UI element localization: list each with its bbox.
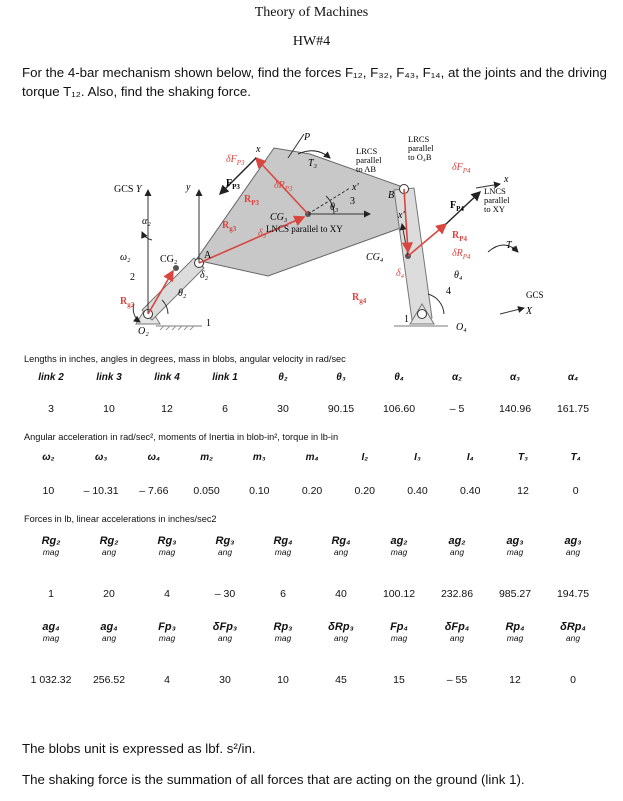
s4-value: 15 (393, 674, 405, 686)
s2-value: 10 (42, 485, 55, 497)
lncs-label: LNCS parallel to XY (266, 224, 343, 234)
fp4-label: $F_{P4}$ (450, 200, 464, 213)
link2-label: 2 (130, 272, 135, 283)
s3-value: 20 (103, 588, 115, 600)
s2-value: 0.050 (193, 485, 220, 497)
point-b-label: B (388, 190, 395, 201)
s2-header: m₃ (252, 452, 266, 463)
s3-value: 6 (280, 588, 286, 600)
s3-value: 4 (164, 588, 170, 600)
section2-note: Angular acceleration in rad/sec², moments of Inertia in blob-in², torque in lb-in (24, 432, 339, 442)
delta4-label: δ₄ (396, 268, 405, 279)
s1-value: 90.15 (327, 403, 355, 415)
t3-label: T₃ (308, 158, 318, 169)
s4-value: 0 (570, 674, 576, 686)
s2-header: T₄ (570, 452, 581, 463)
point-p-label: P (304, 132, 311, 143)
section1-note: Lengths in inches, angles in degrees, mass in blobs, angular velocity in rad/sec (24, 354, 346, 364)
alpha2-label: α₂ (142, 216, 151, 227)
s2-header: m₂ (200, 452, 213, 463)
s2-value: 12 (517, 485, 529, 497)
s4-header: Fp₃ mag (158, 621, 176, 643)
s1-header: α₃ (509, 372, 521, 383)
x-small-label: x (256, 144, 261, 155)
x-right-label: x (504, 174, 509, 185)
s2-header: ω₄ (147, 452, 161, 463)
s1-value: 6 (222, 403, 228, 415)
lrcs-ab-line3: to AB (356, 164, 377, 174)
x-axis-label: X (526, 306, 533, 317)
section3-note: Forces in lb, linear accelerations in inches/sec2 (24, 514, 217, 524)
xprime2-label: x' (398, 210, 405, 221)
s3-value: 100.12 (382, 588, 416, 600)
s3-header: Rg₃ ang (215, 535, 235, 557)
section1-table (22, 372, 602, 415)
o4-label: O₄ (456, 322, 467, 333)
gcs2-label: GCS (526, 290, 544, 300)
doc-title: Theory of Machines (254, 5, 369, 20)
lncs2-line3: to XY (484, 204, 506, 214)
s3-header: Rg₄ ang (331, 535, 351, 557)
cg3-label: CG₃ (270, 212, 288, 223)
s4-header: δFp₃ ang (212, 621, 238, 643)
section3-table (22, 536, 602, 600)
s2-value: 0 (572, 485, 579, 497)
s4-header: Fp₄ mag (390, 621, 408, 643)
s4-header: ag₄ mag (42, 621, 60, 643)
gcs-x-axis-right (500, 308, 524, 314)
drp3-label: $\delta R_{P3}$ (274, 180, 293, 193)
s1-value: 12 (161, 403, 173, 415)
s3-header: Rg₃ mag (157, 535, 177, 557)
dfp3-label: $\delta F_{P3}$ (226, 154, 245, 167)
s4-value: 256.52 (92, 674, 126, 686)
s2-header: m₄ (305, 452, 319, 463)
s1-header: link 3 (96, 372, 122, 383)
s1-header: link 4 (154, 372, 180, 383)
s3-value: 1 (48, 588, 54, 600)
s3-header: Rg₄ mag (273, 535, 293, 557)
delta2-label: δ₂ (200, 270, 209, 281)
rp3-label: $R_{P3}$ (244, 194, 260, 207)
s4-header: δFp₄ ang (444, 621, 470, 643)
s2-value: 0.20 (301, 485, 323, 497)
s4-header: δRp₄ ang (560, 621, 586, 643)
s1-value: 106.60 (382, 403, 416, 415)
o2-label: O₂ (138, 326, 149, 337)
rp4-label: $R_{P4}$ (452, 230, 468, 243)
theta2-label: θ₂ (178, 288, 187, 299)
s1-header: θ₃ (336, 372, 346, 383)
rg2-label: $R_{g2}$ (120, 296, 135, 309)
s1-value: 3 (48, 403, 54, 415)
s1-value: – 5 (449, 403, 465, 415)
s1-header: α₄ (567, 372, 579, 383)
cg4-label: CG₄ (366, 252, 384, 263)
link3-label: 3 (350, 196, 355, 207)
s1-header: link 2 (38, 372, 64, 383)
section3-header-row (22, 536, 602, 558)
lrcs-ab-line1: LRCS (356, 146, 378, 156)
section1-value-row (22, 403, 602, 415)
theta3-label: θ₃ (330, 202, 339, 213)
s3-value: 194.75 (556, 588, 590, 600)
lrcs-o4b-line1: LRCS (408, 134, 430, 144)
s2-value: 0.40 (407, 485, 428, 497)
problem-statement: For the 4-bar mechanism shown below, find the forces F₁₂, F₃₂, F₄₃, F₁₄, at the joints and the driving torque T₁₂. Also, find the shaking force. (22, 65, 607, 99)
s2-header: T₃ (517, 452, 528, 463)
point-a-label: A (204, 250, 212, 261)
s4-value: 4 (164, 674, 170, 686)
s2-header: I₄ (466, 452, 474, 463)
s3-value: 40 (335, 588, 347, 600)
theta4-label: θ₄ (454, 270, 463, 281)
lrcs-o4b-line3: to O₄B (408, 152, 432, 162)
section2-header-row (22, 452, 602, 463)
s3-header: Rg₂ mag (41, 535, 61, 557)
section1-header-row (22, 372, 602, 383)
homework-number: HW#4 (292, 34, 331, 49)
s4-value: 10 (277, 674, 289, 686)
s4-value: 45 (335, 674, 347, 686)
s4-value: 12 (509, 674, 521, 686)
lncs2-line1: LNCS (484, 186, 506, 196)
s2-header: ω₂ (42, 452, 55, 463)
gcs-label: GCS (114, 184, 134, 195)
fourbar-mechanism-figure (108, 128, 603, 350)
s4-header: ag₄ ang (100, 621, 118, 643)
s4-value: 30 (219, 674, 231, 686)
lrcs-ab-line2: parallel (356, 155, 382, 165)
section2-table (22, 452, 602, 497)
delta3-label: δ₃ (258, 228, 267, 239)
s3-value: – 30 (214, 588, 236, 600)
s3-header: ag₃ mag (506, 535, 524, 557)
section4-table (22, 622, 602, 686)
shaking-force-note: The shaking force is the summation of all forces that are acting on the ground (link 1). (22, 772, 525, 787)
s3-value: 985.27 (498, 588, 532, 600)
s1-value: 30 (277, 403, 289, 415)
s2-value: – 10.31 (83, 485, 119, 497)
link1-left-label: 1 (206, 318, 211, 329)
cg2-marker (173, 265, 179, 271)
s1-header: θ₂ (278, 372, 288, 383)
t4-label: T₄ (506, 240, 516, 251)
blobs-note: The blobs unit is expressed as lbf. s²/in. (22, 741, 256, 756)
fp3-label: $F_{P3}$ (226, 178, 240, 191)
y-label: y (186, 182, 191, 193)
s4-value: – 55 (446, 674, 468, 686)
s1-header: α₂ (451, 372, 462, 383)
s4-value: 1 032.32 (30, 674, 72, 686)
s2-value: – 7.66 (139, 485, 169, 497)
s1-value: 10 (103, 403, 115, 415)
alpha2-arc (142, 232, 152, 240)
s3-header: Rg₂ ang (99, 535, 119, 557)
s3-header: ag₂ ang (448, 535, 466, 557)
s2-value: 0.40 (460, 485, 481, 497)
xprime-label: x' (352, 182, 359, 193)
gcs-y-label: Y (136, 184, 142, 195)
s2-header: ω₃ (94, 452, 108, 463)
s4-header: δRp₃ ang (328, 621, 354, 643)
s2-value: 0.10 (249, 485, 270, 497)
cg2-label: CG₂ (160, 254, 178, 265)
lrcs-o4b-line2: parallel (408, 143, 434, 153)
s4-header: Rp₄ mag (505, 621, 525, 643)
link4-label: 4 (446, 286, 451, 297)
section4-header-row (22, 622, 602, 644)
rg4-label: $R_{g4}$ (352, 292, 367, 305)
section2-value-row (22, 485, 602, 497)
s4-header: Rp₃ mag (273, 621, 293, 643)
s2-header: I₂ (361, 452, 369, 463)
section4-value-row (22, 674, 602, 686)
s1-header: θ₄ (394, 372, 404, 383)
rg3-label: $R_{g3}$ (222, 220, 237, 233)
s1-value: 140.96 (498, 403, 532, 415)
drp4-label: $\delta R_{P4}$ (452, 248, 471, 261)
s3-header: ag₂ mag (390, 535, 408, 557)
s2-value: 0.20 (354, 485, 375, 497)
pin-o4 (418, 310, 427, 319)
omega2-label: ω₂ (120, 252, 131, 263)
dfp4-label: $\delta F_{P4}$ (452, 162, 471, 175)
s3-header: ag₃ ang (564, 535, 582, 557)
section3-value-row (22, 588, 602, 600)
link-4 (394, 188, 432, 320)
s1-header: link 1 (212, 372, 238, 383)
lncs2-line2: parallel (484, 195, 510, 205)
link1-right-label: 1 (404, 314, 409, 325)
s2-header: I₃ (414, 452, 421, 463)
s1-value: 161.75 (556, 403, 590, 415)
s3-value: 232.86 (440, 588, 474, 600)
